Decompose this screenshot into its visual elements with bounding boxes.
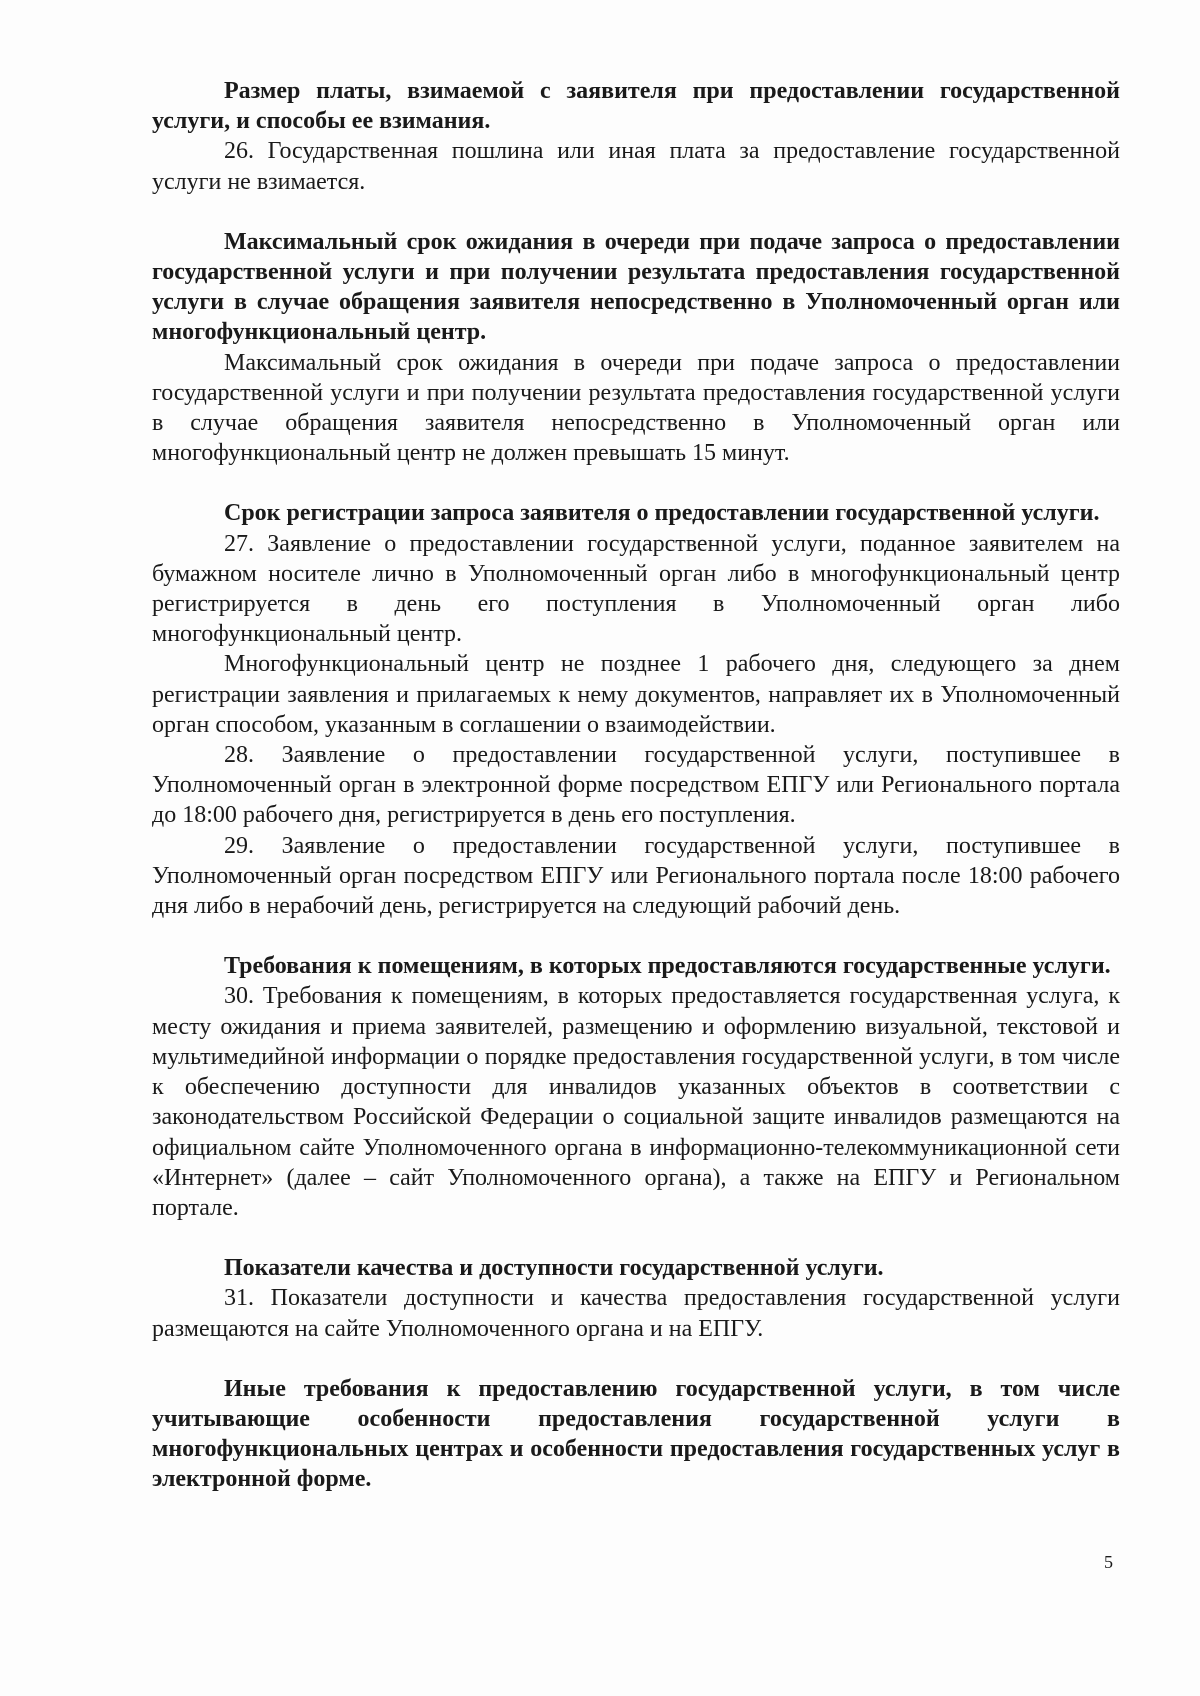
section-heading: Иные требования к предоставлению государственной услуги, в том числе учитывающие особенности предоставления государственной услуги в многофункциональных центрах и особенности предоставления государственных услуг в электронной форме.	[152, 1375, 1120, 1493]
section-quality	[152, 1253, 1120, 1344]
section-queue-time	[152, 227, 1120, 469]
paragraph: 31. Показатели доступности и качества предоставления государственной услуги размещаются на сайте Уполномоченного органа и на ЕПГУ.	[152, 1285, 1120, 1342]
paragraph: Максимальный срок ожидания в очереди при подаче запроса о предоставлении государственной услуги и при получении результата предоставления государственной услуги в случае обращения заявителя непосредственно в Уполномоченный орган или многофункциональный центр не должен превышать 15 минут.	[152, 349, 1120, 467]
paragraph: 28. Заявление о предоставлении государственной услуги, поступившее в Уполномоченный орган в электронной форме посредством ЕПГУ или Регионального портала до 18:00 рабочего дня, регистрируется в день его поступления.	[152, 742, 1120, 829]
paragraph: 30. Требования к помещениям, в которых предоставляется государственная услуга, к месту ожидания и приема заявителей, размещению и оформлению визуальной, текстовой и мультимедийной информации о порядке предоставления государственной услуги, в том числе к обеспечению доступности для инвалидов указанных объектов в соответствии с законодательством Российской Федерации о социальной защите инвалидов размещаются на официальном сайте Уполномоченного органа в информационно-телекоммуникационной сети «Интернет» (далее – сайт Уполномоченного органа), а также на ЕПГУ и Региональном портале.	[152, 983, 1120, 1221]
section-premises	[152, 951, 1120, 1223]
section-heading: Показатели качества и доступности государственной услуги.	[224, 1255, 884, 1282]
section-heading: Срок регистрации запроса заявителя о предоставлении государственной услуги.	[224, 500, 1100, 527]
section-other-requirements	[152, 1374, 1120, 1495]
paragraph: Многофункциональный центр не позднее 1 рабочего дня, следующего за днем регистрации заявления и прилагаемых к нему документов, направляет их в Уполномоченный орган способом, указанным в соглашении о взаимодействии.	[152, 651, 1120, 738]
section-heading: Максимальный срок ожидания в очереди при подаче запроса о предоставлении государственной услуги и при получении результата предоставления государственной услуги в случае обращения заявителя непосредственно в Уполномоченный орган или многофункциональный центр.	[152, 228, 1120, 346]
section-fee	[152, 76, 1120, 197]
paragraph: 26. Государственная пошлина или иная плата за предоставление государственной услуги не взимается.	[152, 138, 1120, 195]
paragraph: 29. Заявление о предоставлении государственной услуги, поступившее в Уполномоченный орган посредством ЕПГУ или Регионального портала после 18:00 рабочего дня либо в нерабочий день, регистрируется на следующий рабочий день.	[152, 832, 1120, 920]
paragraph: 27. Заявление о предоставлении государственной услуги, поданное заявителем на бумажном носителе лично в Уполномоченный орган либо в многофункциональный центр регистрируется в день его поступления в Уполномоченный орган либо многофункциональный центр.	[152, 530, 1120, 648]
document-body	[152, 76, 1120, 1495]
page-number: 5	[1104, 1552, 1113, 1572]
section-registration	[152, 498, 1120, 921]
section-heading: Размер платы, взимаемой с заявителя при предоставлении государственной услуги, и способы ее взимания.	[152, 78, 1120, 135]
section-heading: Требования к помещениям, в которых предоставляются государственные услуги.	[224, 953, 1111, 980]
